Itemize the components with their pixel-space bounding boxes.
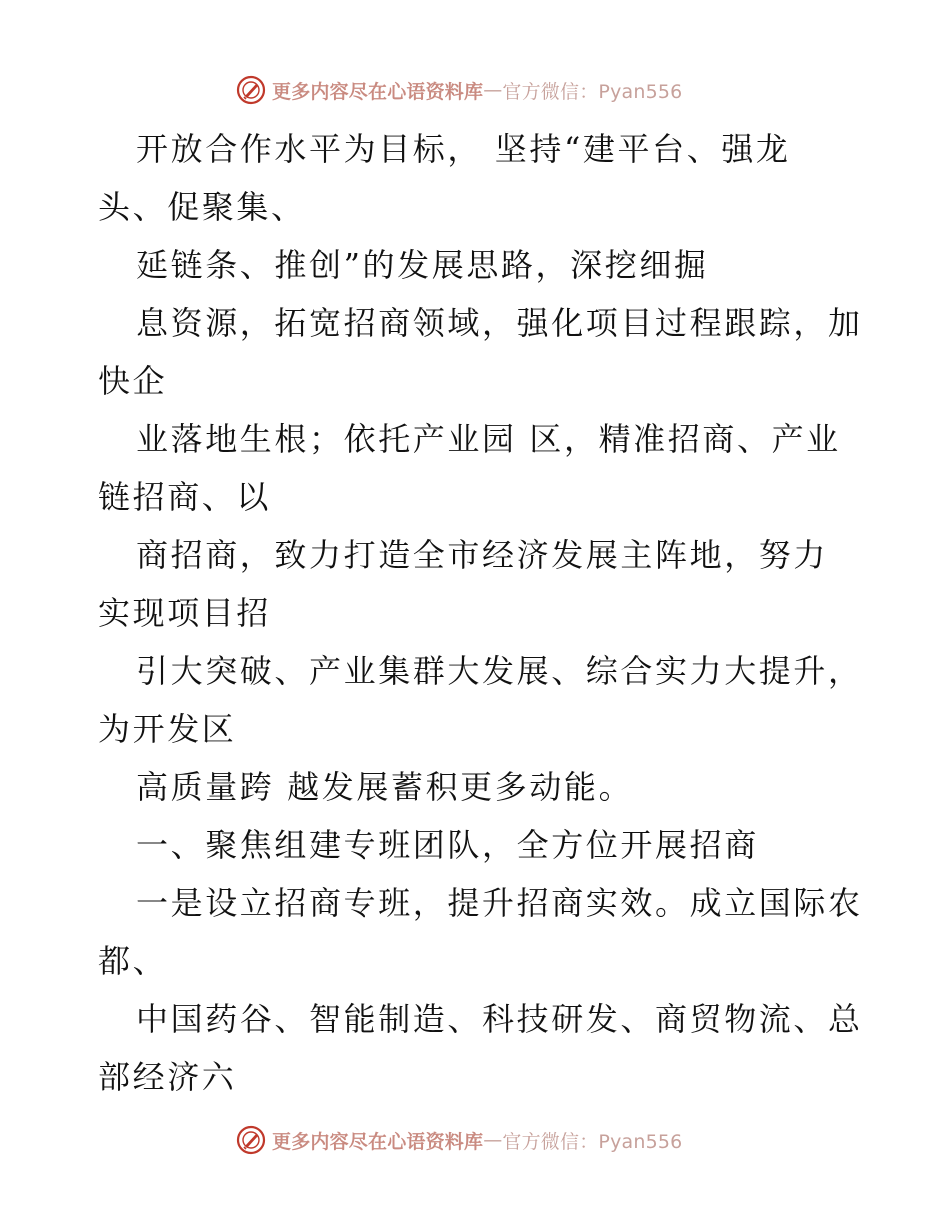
seal-logo-icon (236, 75, 266, 105)
paragraph-line: 都、 (98, 942, 168, 980)
paragraph-line: 为开发区 (98, 710, 237, 748)
paragraph-line: 部经济六 (98, 1058, 237, 1096)
header-separator: — (483, 79, 503, 101)
paragraph-line: 头、促聚集、 (98, 188, 306, 226)
footer-watermark (236, 1122, 682, 1158)
document-body (98, 120, 863, 1106)
paragraph-line: 开放合作水平为目标， 坚持“建平台、强龙 (136, 130, 791, 168)
paragraph-line: 快企 (98, 362, 168, 400)
paragraph-line: 息资源，拓宽招商领域，强化项目过程跟踪，加 (136, 304, 863, 342)
paragraph-line: 业落地生根；依托产业园 区，精准招商、产业 (136, 420, 841, 458)
header-brand-text: 更多内容尽在心语资料库 (272, 80, 484, 103)
header-contact-text: 官方微信：Pyan556 (502, 80, 683, 103)
paragraph-line: 引大突破、产业集群大发展、综合实力大提升， (136, 652, 863, 690)
header-watermark (236, 72, 682, 108)
footer-contact-text: 官方微信：Pyan556 (502, 1130, 683, 1153)
footer-brand-text: 更多内容尽在心语资料库 (272, 1130, 484, 1153)
paragraph-line: 延链条、推创”的发展思路，深挖细掘 (136, 246, 709, 284)
paragraph-line: 实现项目招 (98, 594, 272, 632)
paragraph-line: 链招商、以 (98, 478, 272, 516)
paragraph-line: 商招商，致力打造全市经济发展主阵地，努力 (136, 536, 829, 574)
paragraph-line: 一是设立招商专班，提升招商实效。成立国际农 (136, 884, 863, 922)
paragraph-line: 一、聚焦组建专班团队，全方位开展招商 (136, 826, 759, 864)
footer-separator: — (483, 1129, 503, 1151)
paragraph-line: 高质量跨 越发展蓄积更多动能。 (136, 768, 634, 806)
paragraph-line: 中国药谷、智能制造、科技研发、商贸物流、总 (136, 1000, 863, 1038)
seal-logo-icon (236, 1125, 266, 1155)
